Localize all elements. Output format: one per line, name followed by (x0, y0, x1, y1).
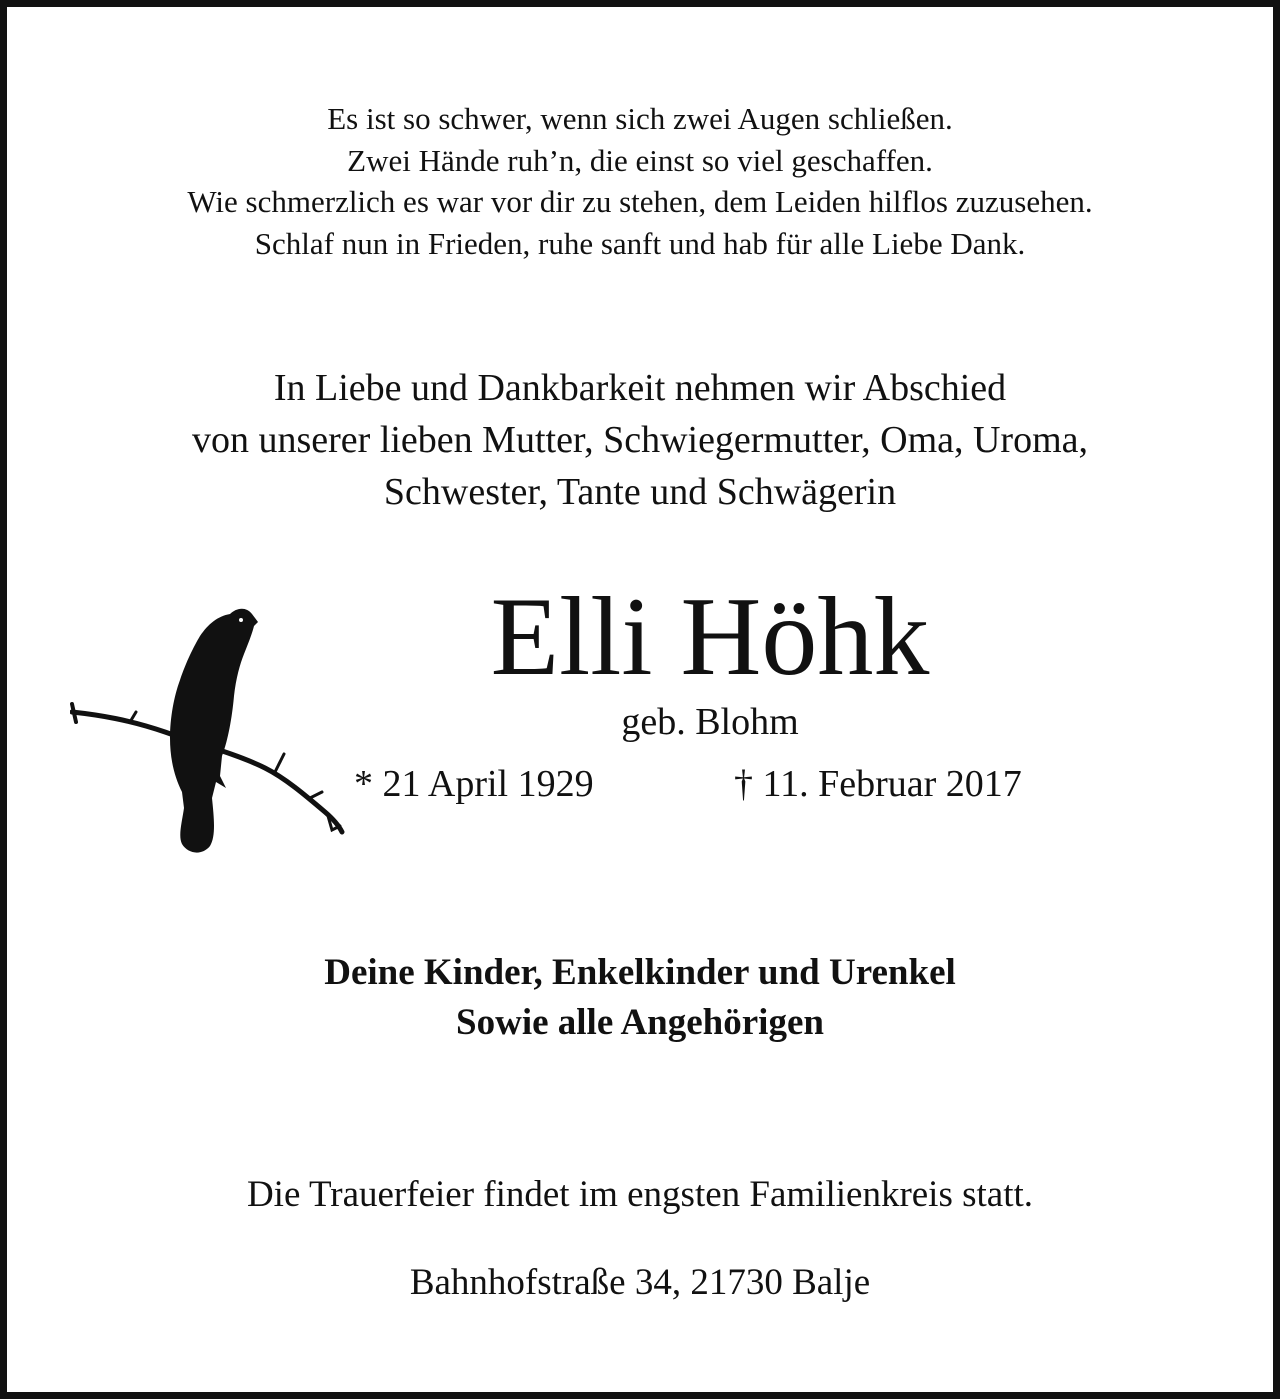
ceremony-note: Die Trauerfeier findet im engsten Familienkreis statt. (246, 1174, 1034, 1215)
poem-line: Es ist so schwer, wenn sich zwei Augen schließen. (327, 101, 953, 136)
poem-line: Schlaf nun in Frieden, ruhe sanft und hab für alle Liebe Dank. (254, 225, 1026, 261)
deceased-name: Elli Höhk (490, 575, 930, 699)
death-date: † 11. Februar 2017 (734, 763, 1022, 805)
mourners (40, 948, 1240, 1048)
poem-line: Zwei Hände ruh’n, die einst so viel geschaffen. (347, 142, 933, 178)
farewell-line: von unserer lieben Mutter, Schwiegermutter, Oma, Uroma, (191, 419, 1089, 461)
mourners-line: Sowie alle Angehörigen (456, 1002, 824, 1043)
farewell-text (40, 362, 1240, 518)
bird-on-branch-icon (70, 600, 345, 855)
mourners-line: Deine Kinder, Enkelkinder und Urenkel (324, 952, 956, 993)
maiden-name: geb. Blohm (621, 701, 799, 743)
birth-date: * 21 April 1929 (354, 763, 594, 805)
farewell-line: Schwester, Tante und Schwägerin (383, 471, 897, 513)
poem (40, 98, 1240, 264)
farewell-line: In Liebe und Dankbarkeit nehmen wir Abschied (273, 367, 1007, 409)
address: Bahnhofstraße 34, 21730 Balje (409, 1262, 871, 1303)
poem-line: Wie schmerzlich es war vor dir zu stehen, dem Leiden hilflos zuzusehen. (187, 184, 1093, 219)
